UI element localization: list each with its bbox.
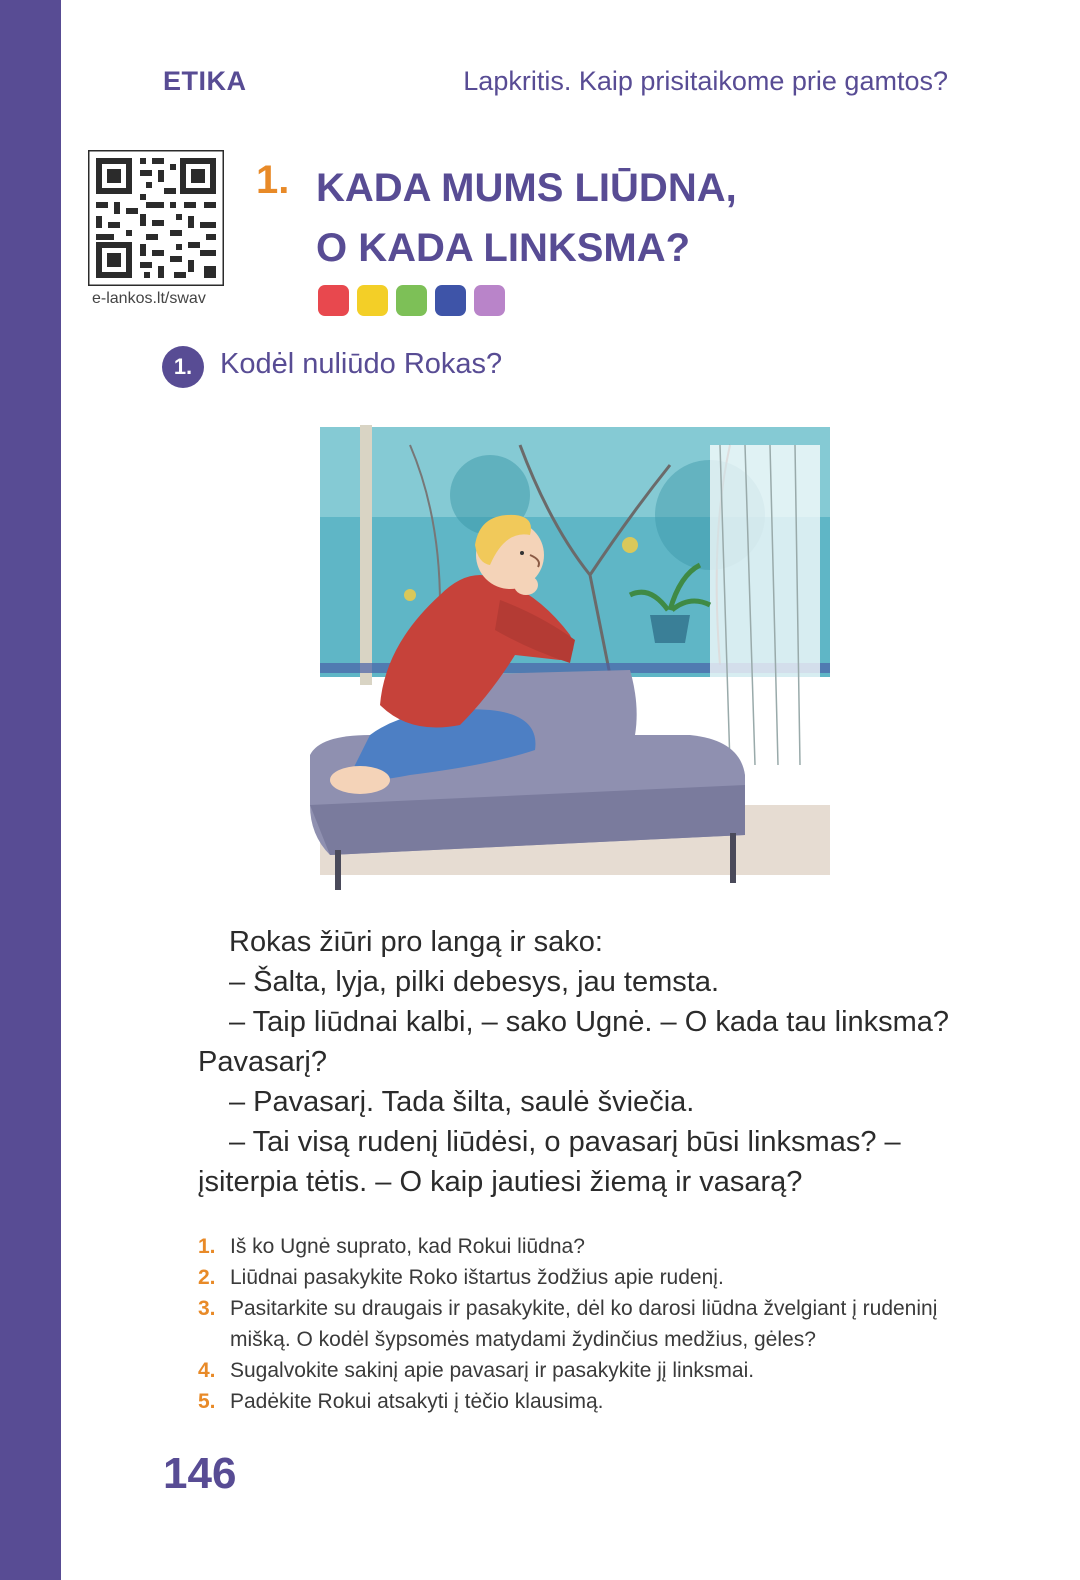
task-question: Kodėl nuliūdo Rokas? [220,348,503,380]
subject-header: ETIKA [163,66,247,96]
question-number: 5. [198,1390,216,1413]
task-number-badge: 1. [162,346,204,388]
color-dot-2 [357,285,388,316]
color-dot-4 [435,285,466,316]
question-number: 4. [198,1359,216,1382]
page-sidebar-stripe [0,0,61,1580]
question-text: Pasitarkite su draugais ir pasakykite, dėl ko darosi liūdna žvelgiant į rudeninį mišką. O kodėl šypsomės matydami žydinčius medžius, gėles? [230,1297,938,1351]
color-dots [318,285,505,316]
list-item [198,1293,958,1355]
question-text: Liūdnai pasakykite Roko ištartus žodžius apie rudenį. [230,1266,724,1289]
list-item [198,1231,958,1262]
lesson-title [316,158,737,278]
topic-header: Lapkritis. Kaip prisitaikome prie gamtos? [463,66,948,96]
page-number: 146 [163,1449,237,1498]
story-line-2: – Šalta, lyja, pilki debesys, jau temsta. [229,966,720,998]
color-dot-3 [396,285,427,316]
color-dot-5 [474,285,505,316]
qr-link-caption[interactable]: e-lankos.lt/swav [92,290,206,307]
question-text: Sugalvokite sakinį apie pavasarį ir pasakykite jį linksmai. [230,1359,755,1382]
question-list [198,1231,958,1417]
question-text: Padėkite Rokui atsakyti į tėčio klausimą. [230,1390,604,1413]
question-number: 1. [198,1235,216,1258]
sad-boy-looking-out-window-illustration [290,405,850,895]
question-number: 2. [198,1266,216,1289]
list-item [198,1355,958,1386]
question-number: 3. [198,1297,216,1320]
list-item [198,1386,958,1417]
story-line-1: Rokas žiūri pro langą ir sako: [229,926,603,958]
story-line-4: – Pavasarį. Tada šilta, saulė šviečia. [229,1086,695,1118]
list-item [198,1262,958,1293]
lesson-title-line-2: O KADA LINKSMA? [316,226,691,270]
question-text: Iš ko Ugnė suprato, kad Rokui liūdna? [230,1235,585,1258]
lesson-number: 1. [256,158,290,202]
story-text [198,922,958,1202]
story-line-5: – Tai visą rudenį liūdėsi, o pavasarį būsi linksmas? – įsiterpia tėtis. – O kaip jautiesi žiemą ir vasarą? [198,1126,901,1198]
color-dot-1 [318,285,349,316]
story-line-3: – Taip liūdnai kalbi, – sako Ugnė. – O kada tau linksma? Pavasarį? [198,1006,950,1078]
lesson-title-line-1: KADA MUMS LIŪDNA, [316,166,737,210]
qr-code-icon[interactable] [88,150,224,286]
